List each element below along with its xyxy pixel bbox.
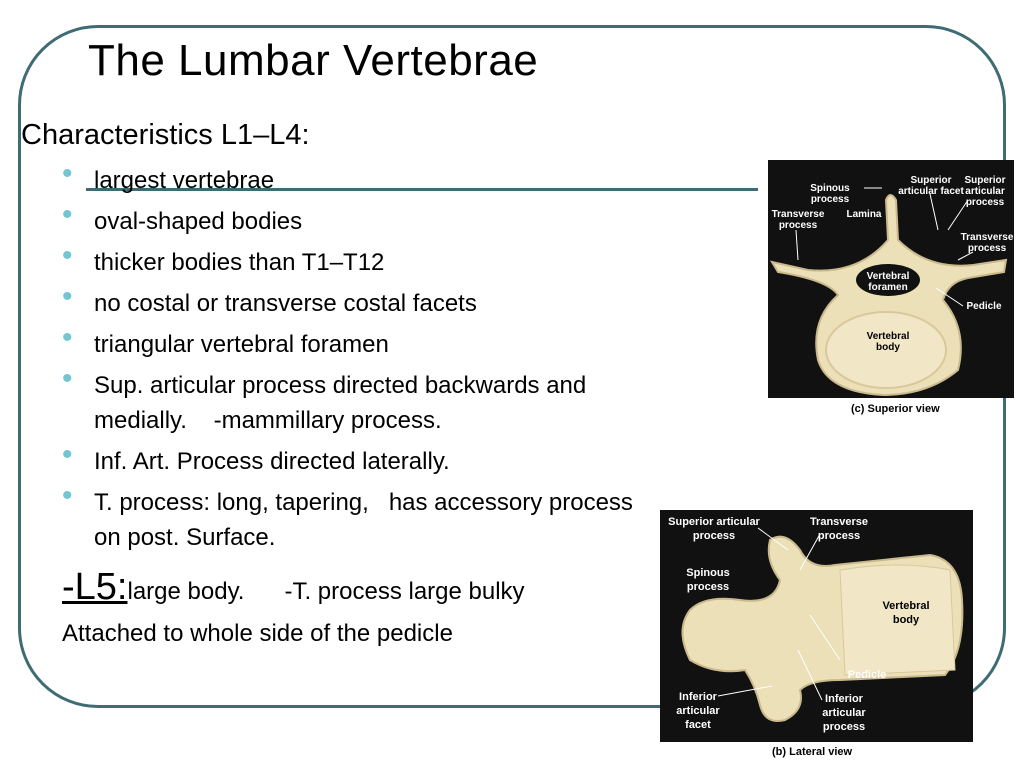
label-transverse-process-left: Transverse process bbox=[771, 209, 825, 231]
label-spinous-process: Spinous process bbox=[810, 183, 850, 205]
label-transverse-process: Transverse process bbox=[809, 516, 869, 542]
label-spinous-process: Spinous process bbox=[686, 567, 730, 593]
characteristics-list bbox=[62, 157, 662, 561]
slide-title: The Lumbar Vertebrae bbox=[88, 36, 539, 85]
label-inferior-articular-process: Inferior articular process bbox=[822, 693, 866, 733]
list-item: • oval-shaped bodies bbox=[62, 198, 303, 235]
bullet-icon: • bbox=[62, 239, 73, 272]
label-superior-articular-facet: Superior articular facet bbox=[898, 175, 964, 197]
bullet-icon: • bbox=[62, 438, 73, 471]
bullet-icon: • bbox=[62, 280, 73, 313]
label-superior-articular-process: Superior articular process bbox=[964, 175, 1006, 208]
list-item: • largest vertebrae bbox=[62, 157, 275, 194]
list-item: • T. process: long, tapering, has accessory process on post. Surface. bbox=[62, 479, 640, 551]
lateral-view-caption: (b) Lateral view bbox=[772, 746, 853, 758]
label-inferior-articular-facet: Inferior articular facet bbox=[676, 691, 720, 731]
label-pedicle: Pedicle bbox=[847, 669, 887, 681]
bullet-icon: • bbox=[62, 479, 73, 512]
list-item: • thicker bodies than T1–T12 bbox=[62, 239, 385, 276]
label-vertebral-body: Vertebral body bbox=[866, 331, 910, 353]
l5-line bbox=[62, 566, 525, 609]
label-vertebral-foramen: Vertebral foramen bbox=[866, 271, 910, 293]
characteristics-heading: Characteristics L1–L4: bbox=[21, 119, 310, 151]
bullet-icon: • bbox=[62, 198, 73, 231]
list-item: • Sup. articular process directed backwards and medially. -mammillary process. bbox=[62, 362, 593, 434]
label-lamina: Lamina bbox=[846, 209, 882, 220]
attached-text: Attached to whole side of the pedicle bbox=[62, 620, 453, 647]
list-item: • triangular vertebral foramen bbox=[62, 321, 389, 358]
bullet-icon: • bbox=[62, 157, 73, 190]
bullet-icon: • bbox=[62, 362, 73, 395]
list-item: • Inf. Art. Process directed laterally. bbox=[62, 438, 450, 475]
l5-prefix: -L5: bbox=[62, 566, 128, 608]
label-vertebral-body: Vertebral body bbox=[882, 600, 930, 626]
superior-view-figure bbox=[768, 160, 1014, 398]
label-superior-articular-process: Superior articular process bbox=[668, 516, 760, 542]
l5-text: large body. -T. process large bulky bbox=[127, 578, 525, 605]
lateral-view-figure bbox=[660, 510, 973, 742]
label-transverse-process-right: Transverse process bbox=[960, 232, 1014, 254]
bullet-icon: • bbox=[62, 321, 73, 354]
superior-view-caption: (c) Superior view bbox=[851, 403, 940, 415]
label-pedicle: Pedicle bbox=[966, 301, 1002, 312]
list-item: • no costal or transverse costal facets bbox=[62, 280, 477, 317]
